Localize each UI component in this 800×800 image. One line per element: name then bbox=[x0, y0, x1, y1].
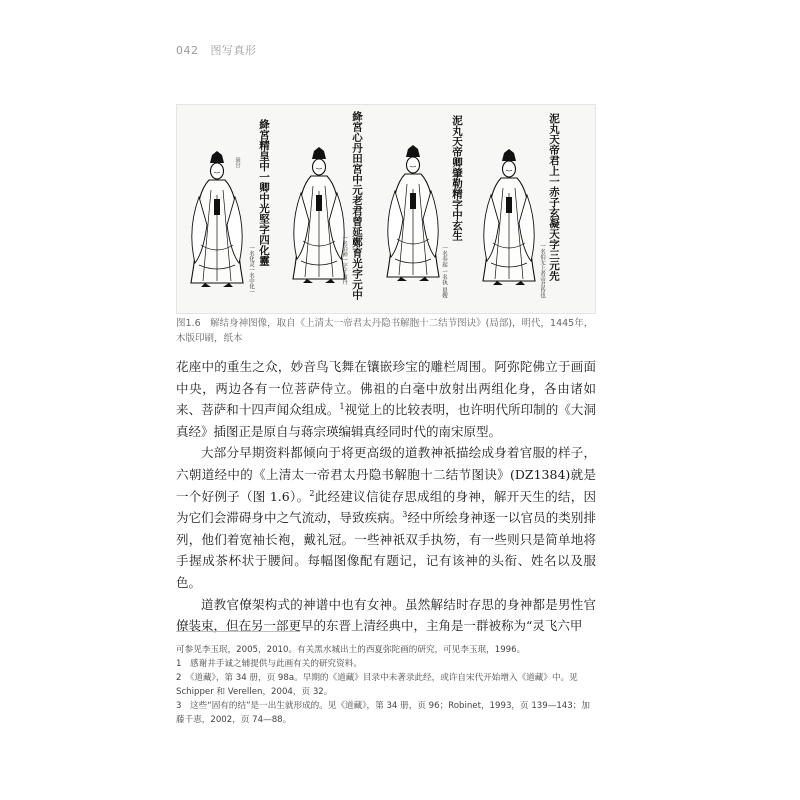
woodblock-print bbox=[177, 105, 595, 313]
deity-figure-2 bbox=[293, 147, 345, 283]
running-header bbox=[176, 42, 265, 58]
footnote-ref-1: 1 bbox=[339, 402, 345, 412]
inscription-3: 絳宮心丹田宮中元老君曾延鄭育光字元中 bbox=[351, 111, 363, 300]
footnote-1: 1 感谢井手诚之辅提供与此画有关的研究资料。 bbox=[176, 659, 362, 669]
figure-caption: 图1.6 解结身神图像，取自《上清太一帝君太丹隐书解胞十二结节图诀》(局部)，明代，1445年，木版印刷，纸本 bbox=[176, 318, 594, 344]
inscription-2: 泥丸天帝卿肇勒精字中玄生 bbox=[451, 115, 463, 241]
footnotes bbox=[176, 643, 596, 727]
deity-figure-4 bbox=[483, 149, 535, 285]
figure-illustration bbox=[176, 104, 596, 314]
main-text bbox=[176, 356, 596, 637]
inscription-1-sub: 一名伯无上者帝君皆也 bbox=[539, 243, 545, 298]
inscription-4-sub: 一名化灵一名中化一 bbox=[248, 245, 254, 295]
footnote-2: 2 《道藏》，第 34 册，页 98a。早期的《道藏》目录中未著录此经，或许自宋代开始增入《道藏》中。见 Schipper 和 Verellen，2004，页 32。 bbox=[176, 673, 578, 697]
page-number: 042 bbox=[176, 44, 199, 57]
inscription-1: 泥丸天帝君上一赤子玄凝天字三元先 bbox=[548, 113, 560, 281]
inscription-3-sub: 一名伯神一字子南丹 bbox=[341, 235, 347, 285]
deity-figure-3 bbox=[387, 145, 439, 281]
footnote-3: 3 这些“固有的结”是一出生就形成的。见《道藏》，第 34 册，页 96；Robinet，1993，页 139—143；加藤千恵，2002，页 74—88。 bbox=[176, 701, 590, 725]
footnote-divider bbox=[176, 631, 300, 632]
paragraph-2: 大部分早期资料都倾向于将更高级的道教神祇描绘成身着官服的样子，六朝道经中的《上清太一帝君太丹隐书解胞十二结节图诀》(DZ1384)就是一个好例子（图 1.6）。$^2$此经建议信徒存思成组的身神，解开天生的结，因为它们会滞碍身中之气流动，导致疾病。$^3$经中所绘身神逐一以官员的类别排列，他们着宽袖长袍，戴礼冠。一些神祇双手执笏，有一些则只是简单地将手握成茶杯状于腰间。每幅图像配有题记，记有该神的头衔、姓名以及服色。 bbox=[176, 445, 596, 590]
footnote-continued: 可参见李玉珉，2005，2010。有关黑水城出土的西夏弥陀画的研究，可见李玉珉，1996。 bbox=[176, 645, 526, 655]
footnote-ref-3: 3 bbox=[402, 510, 408, 519]
inscription-4: 絳宮精皇中一卿中光堅字四化靈 bbox=[258, 119, 270, 266]
paragraph-1: 花座中的重生之众，妙音鸟飞舞在镶嵌珍宝的雕栏周围。阿弥陀佛立于画面中央，两边各有一位菩萨侍立。佛祖的白毫中放射出两组化身，各由诸如来、菩萨和十四声闻众组成。$^1$视觉上的比较表明，也许明代所印制的《大洞真经》插图正是原自与蒋宗瑛编辑真经同时代的南宋原型。 bbox=[176, 359, 596, 439]
book-title: 图写真形 bbox=[210, 44, 257, 57]
paragraph-3: 道教官僚架构式的神谱中也有女神。虽然解结时存思的身神都是男性官僚装束，但在另一部更早的东晋上清经典中，主角是一群被称为“灵飞六甲 bbox=[176, 596, 596, 634]
deity-figure-1 bbox=[191, 151, 243, 287]
footnote-ref-2: 2 bbox=[309, 488, 315, 498]
inscription-side-note: 彔廿 bbox=[234, 157, 240, 168]
inscription-2-sub: 一名奉起 一名执 晨嫂 bbox=[441, 245, 447, 298]
